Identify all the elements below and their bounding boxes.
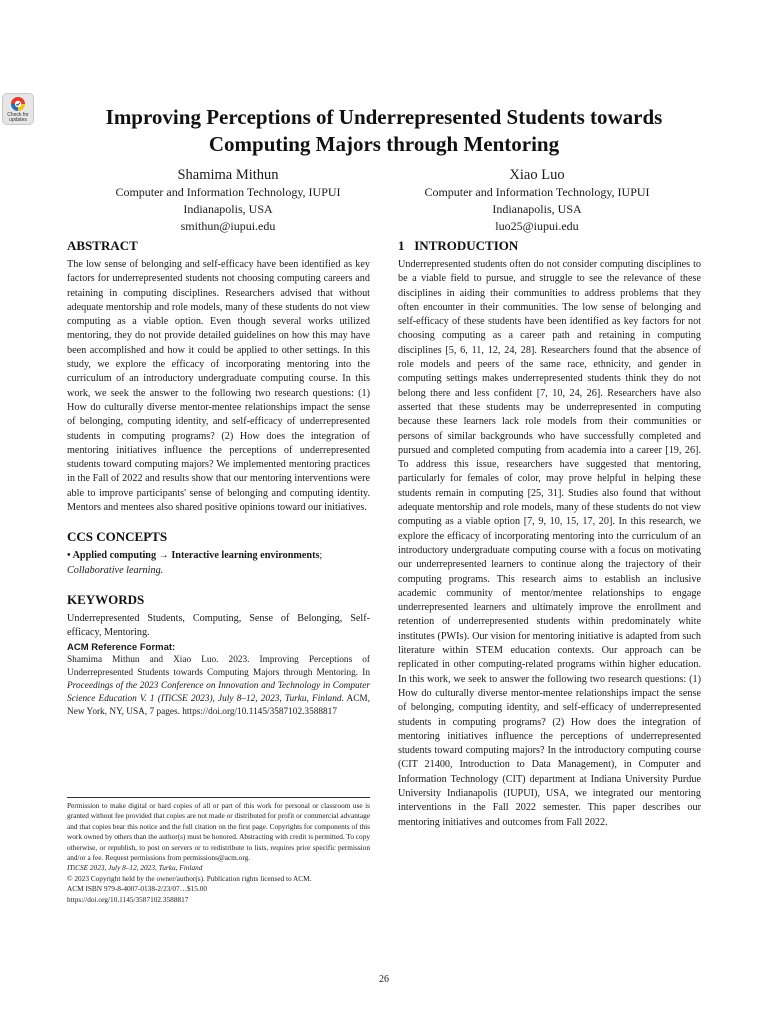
isbn-line: ACM ISBN 979-8-4007-0138-2/23/07…$15.00 — [67, 884, 208, 894]
author-location: Indianapolis, USA — [183, 202, 273, 216]
conference-line: ITiCSE 2023, July 8–12, 2023, Turku, Finland — [67, 863, 203, 873]
author-block — [372, 166, 702, 235]
paper-title: Improving Perceptions of Underrepresented Students towards Computing Majors through Mentoring — [105, 105, 663, 156]
reference-authors-title: Shamima Mithun and Xiao Luo. 2023. Improving Perceptions of Underrepresented Students towards Computing Majors through Mentoring. In — [67, 654, 370, 678]
keywords-text: Underrepresented Students, Computing, Sense of Belonging, Self-efficacy, Mentoring. — [67, 612, 370, 639]
check-for-updates-icon — [10, 96, 26, 113]
reference-tail[interactable]: . ACM, New York, NY, USA, 7 pages. https://doi.org/10.1145/3587102.3588817 — [67, 694, 370, 718]
author-affiliation: Computer and Information Technology, IUPUI — [115, 185, 341, 199]
left-column — [67, 238, 370, 720]
author-location: Indianapolis, USA — [492, 202, 582, 216]
page-number: 26 — [379, 974, 389, 985]
copyright-line: © 2023 Copyright held by the owner/author(s). Publication rights licensed to ACM. — [67, 873, 312, 883]
abstract-heading: ABSTRACT — [67, 238, 138, 253]
author-affiliation: Computer and Information Technology, IUPUI — [424, 185, 650, 199]
doi-link[interactable]: https://doi.org/10.1145/3587102.3588817 — [67, 894, 189, 904]
introduction-heading: 1 INTRODUCTION — [398, 238, 519, 253]
badge-label: Check for updates — [7, 112, 29, 123]
ccs-sub-concept: Collaborative learning. — [67, 564, 164, 576]
keywords-heading: KEYWORDS — [67, 591, 145, 607]
author-email[interactable]: smithun@iupui.edu — [180, 219, 276, 233]
reference-venue: Proceedings of the 2023 Conference on Innovation and Technology in Computer Science Education V. 1 (ITiCSE 2023), July 8–12, 2023, Turku, Finland — [67, 680, 370, 705]
ccs-heading: CCS CONCEPTS — [67, 529, 168, 545]
permission-text: Permission to make digital or hard copies of all or part of this work for personal or classroom use is granted without fee provided that copies are not made or distributed for profit or commercial advantage and that copies bear this notice and the full citation on the first page. Copyrights for components of this work owned by others than the author(s) must be honored. Abstracting with credit is permitted. To copy otherwise, or republish, to post on servers or to redistribute to lists, requires prior specific permission and/or a fee. Request permissions from permissions@acm.org. — [67, 801, 370, 863]
introduction-text: Underrepresented students often do not consider computing disciplines to be a viable field to pursue, and struggle to see the relevance of these disciplines in aiding their communities to address problems that they often encounter in their communities. The low sense of belonging and self-efficacy of these students have been identified as key factors for not choosing computing as a career path and retaining in computing disciplines [5, 6, 11, 12, 24, 28]. Researchers found that the absence of role models and peers of the same race, ethnicity, and gender in computing settings makes underrepresented students think they do not belong there and less confident [7, 10, 24, 26]. Researchers have also asserted that these students may be underrepresented in computing because these learners lack role models from their communities or persons of similar backgrounds who have successfully completed and pursued and completed computing from academia into a career [19, 26]. To address this issue, researchers have suggested that mentoring, particularly for females of color, may prove helpful in helping these students remain in computing [25, 31]. Studies also found that without adequate mentorship and role models, many of these students do not view computing as a viable option [7, 9, 10, 15, 17, 20]. In this research, we explore the efficacy of incorporating mentoring into the curriculum of an introductory undergraduate computing course with a focus on motivating our underrepresented learners to continue along the trajectory of their computing programs. This research aims to establish an inclusive academic community of mentor/mentee relationships to engage underrepresented learners and ultimately improve the enrollment and retention of underrepresented students within predominately white institutes (PWIs). Our vision for mentoring initiative is adapted from such literature within STEM education contexts. Our approach can be replicated in other computing-related programs within higher education. In this work, we seek to answer the following two research questions: (1) How do culturally diverse mentor-mentee relationships impact the sense of belonging, computing identity, and self-efficacy of underrepresented students in computing programs? (2) How does the integration of mentoring initiatives influence the perceptions of underrepresented students toward computing majors? In the introductory computing course (CIT 21400, Introduction to Data Management), in Computer and Information Technology (CIT) department at Indiana University Purdue University Indianapolis (IUPUI), USA, we integrated our mentoring interventions in the Fall 2022 semester. This paper describes our mentoring initiatives and outcomes from Fall 2022. — [398, 259, 701, 828]
ccs-concept: Applied computing → Interactive learning environments — [72, 550, 320, 562]
ccs-concepts — [67, 549, 370, 578]
ccs-separator: ; — [319, 550, 323, 562]
author-name: Shamima Mithun — [177, 167, 279, 183]
right-column — [398, 238, 701, 830]
author-name: Xiao Luo — [509, 167, 565, 183]
reference-text — [67, 654, 370, 720]
footnote-divider — [67, 797, 370, 798]
author-block — [63, 166, 393, 235]
check-for-updates-badge[interactable] — [2, 93, 34, 125]
reference-heading: ACM Reference Format: — [67, 641, 176, 653]
ccs-bullet: • — [67, 550, 71, 562]
abstract-text: The low sense of belonging and self-efficacy have been identified as key factors for underrepresented students not choosing computing careers and retaining in computing disciplines. Researchers advised that without adequate mentorship and role models, many of these students do not view computing as a viable option. Even though several works utilized mentoring, they do not provide detailed guidelines on how this may have been accomplished and how it could be applied to other settings. In this study, we explore the efficacy of incorporating mentoring into the curriculum of an introductory undergraduate computing course. In this work, we seek the answer to the following two research questions: (1) How do culturally diverse mentor-mentee relationships impact the sense of belonging, computing identity, and self-efficacy of underrepresented students in computing programs? (2) How does the integration of mentoring initiatives influence the perceptions of underrepresented students toward computing majors? We implemented mentoring practices in the Fall of 2022 and results show that our mentoring interventions were able to improve participants' sense of belonging and computing identity. Mentors and mentees also shared positive opinions toward our initiatives. — [67, 259, 370, 514]
permission-block — [67, 801, 370, 905]
author-email[interactable]: luo25@iupui.edu — [495, 219, 579, 233]
